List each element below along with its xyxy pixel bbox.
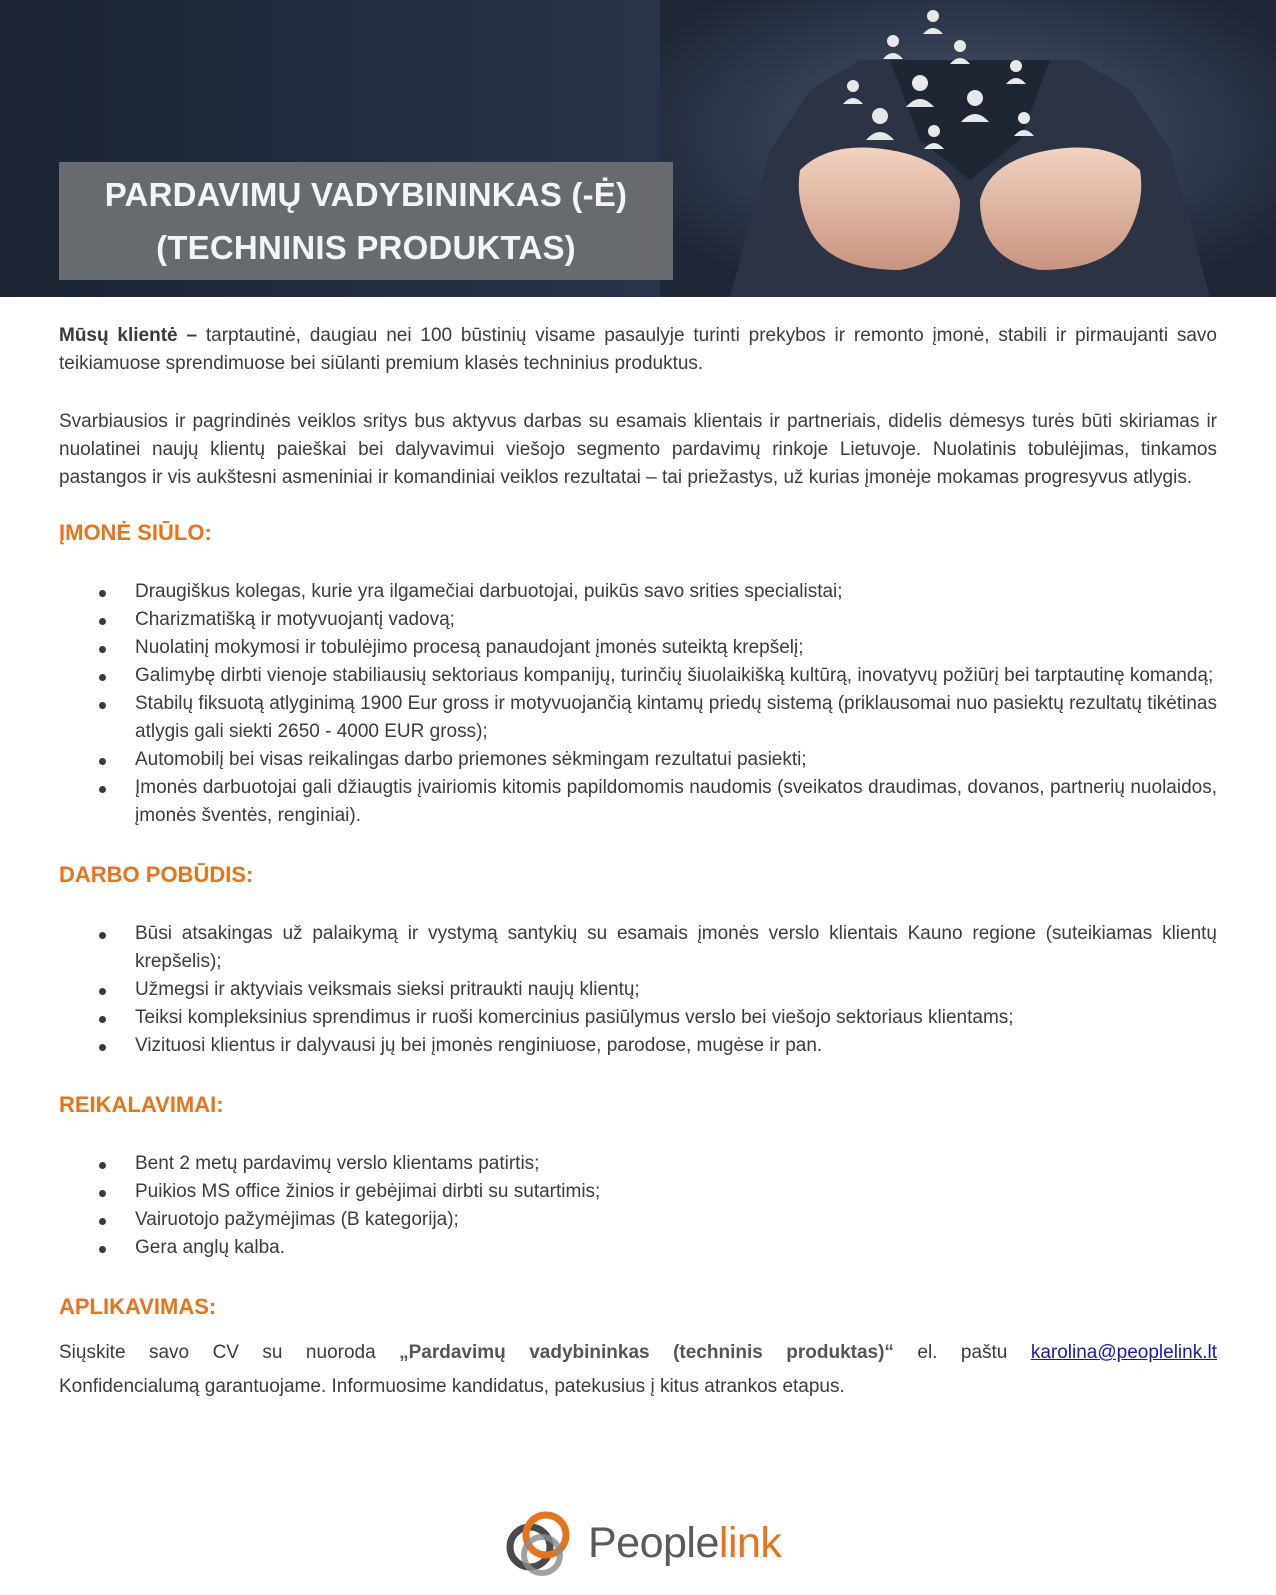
list-item: Automobilį bei visas reikalingas darbo priemones sėkmingam rezultatui pasiekti; bbox=[59, 746, 1217, 774]
peoplelink-logo bbox=[498, 1502, 788, 1584]
job-title-line-2: (TECHNINIS PRODUKTAS) bbox=[156, 229, 576, 266]
list-item: Charizmatišką ir motyvuojantį vadovą; bbox=[59, 606, 1217, 634]
list-item: Bent 2 metų pardavimų verslo klientams patirtis; bbox=[59, 1150, 1217, 1178]
list-item: Puikios MS office žinios ir gebėjimai dirbti su sutartimis; bbox=[59, 1178, 1217, 1206]
list-item: Gera anglų kalba. bbox=[59, 1234, 1217, 1262]
apply-reference: „Pardavimų vadybininkas (techninis produktas)“ bbox=[399, 1342, 894, 1363]
client-text: tarptautinė, daugiau nei 100 būstinių visame pasaulyje turinti prekybos ir remonto įmonė, stabili ir pirmaujanti savo teikiamuose sprendimuose bei siūlanti premium klasės techninius produktus. bbox=[59, 325, 1217, 374]
list-item: Įmonės darbuotojai gali džiaugtis įvairiomis kitomis papildomomis naudomis (sveikatos draudimas, dovanos, partnerių nuolaidos, įmonės šventės, renginiai). bbox=[59, 774, 1217, 830]
peoplelink-rings-logo-icon bbox=[498, 1503, 578, 1583]
list-item: Vizituosi klientus ir dalyvausi jų bei įmonės renginiuose, parodose, mugėse ir pan. bbox=[59, 1032, 1217, 1060]
requirements-heading: REIKALAVIMAI: bbox=[59, 1092, 224, 1117]
job-title-box bbox=[59, 162, 673, 280]
offers-list bbox=[59, 578, 1217, 830]
work-list bbox=[59, 920, 1217, 1060]
list-item: Vairuotojo pažymėjimas (B kategorija); bbox=[59, 1206, 1217, 1234]
list-item: Galimybę dirbti vienoje stabiliausių sektoriaus kompanijų, turinčių šiuolaikišką kultūrą, inovatyvų požiūrį bei tarptautinę komandą; bbox=[59, 662, 1217, 690]
list-item: Teiksi kompleksinius sprendimus ir ruoši komercinius pasiūlymus verslo bei viešojo sektoriaus klientams; bbox=[59, 1004, 1217, 1032]
job-description bbox=[59, 322, 1217, 1404]
work-heading: DARBO POBŪDIS: bbox=[59, 862, 254, 887]
confidentiality-note: Konfidencialumą garantuojame. Informuosime kandidatus, patekusius į kitus atrankos etapus. bbox=[59, 1376, 845, 1397]
header-banner bbox=[0, 0, 1276, 297]
list-item: Būsi atsakingas už palaikymą ir vystymą santykių su esamais įmonės verslo klientais Kauno regione (suteikiamas klientų krepšelis); bbox=[59, 920, 1217, 976]
hands-holding-people-icons-image bbox=[660, 0, 1276, 297]
list-item: Draugiškus kolegas, kurie yra ilgamečiai darbuotojai, puikūs savo srities specialistai; bbox=[59, 578, 1217, 606]
client-lead: Mūsų klientė – bbox=[59, 325, 198, 346]
job-title-line-1: PARDAVIMŲ VADYBININKAS (-Ė) bbox=[104, 176, 628, 213]
list-item: Nuolatinį mokymosi ir tobulėjimo procesą panaudojant įmonės suteiktą krepšelį; bbox=[59, 634, 1217, 662]
offers-heading: ĮMONĖ SIŪLO: bbox=[59, 520, 212, 545]
client-intro bbox=[59, 322, 1217, 378]
requirements-list bbox=[59, 1150, 1217, 1262]
list-item: Užmegsi ir aktyviais veiksmais sieksi pritraukti naujų klientų; bbox=[59, 976, 1217, 1004]
apply-instructions: Siųskite savo CV su nuoroda „Pardavimų vadybininkas (techninis produktas)“ el. paštu karolina@peoplelink.lt bbox=[59, 1342, 1217, 1363]
list-item: Stabilų fiksuotą atlyginimą 1900 Eur gross ir motyvuojančią kintamų priedų sistemą (priklausomai nuo pasiektų rezultatų tikėtinas atlygis gali siekti 2650 - 4000 EUR gross); bbox=[59, 690, 1217, 746]
email-link[interactable]: karolina@peoplelink.lt bbox=[1030, 1342, 1217, 1363]
logo-wordmark: Peoplelink bbox=[588, 1518, 782, 1567]
apply-heading: APLIKAVIMAS: bbox=[59, 1294, 217, 1319]
activities-paragraph: Svarbiausios ir pagrindinės veiklos sritys bus aktyvus darbas su esamais klientais ir partneriais, didelis dėmesys turės būti skiriamas ir nuolatinei naujų klientų paieškai bei dalyvavimui viešojo segmento pardavimų rinkoje Lietuvoje. Nuolatinis tobulėjimas, tinkamos pastangos ir vis aukštesni asmeniniai ir komandiniai veiklos rezultatai – tai priežastys, už kurias įmonėje mokamas progresyvus atlygis. bbox=[59, 411, 1217, 488]
